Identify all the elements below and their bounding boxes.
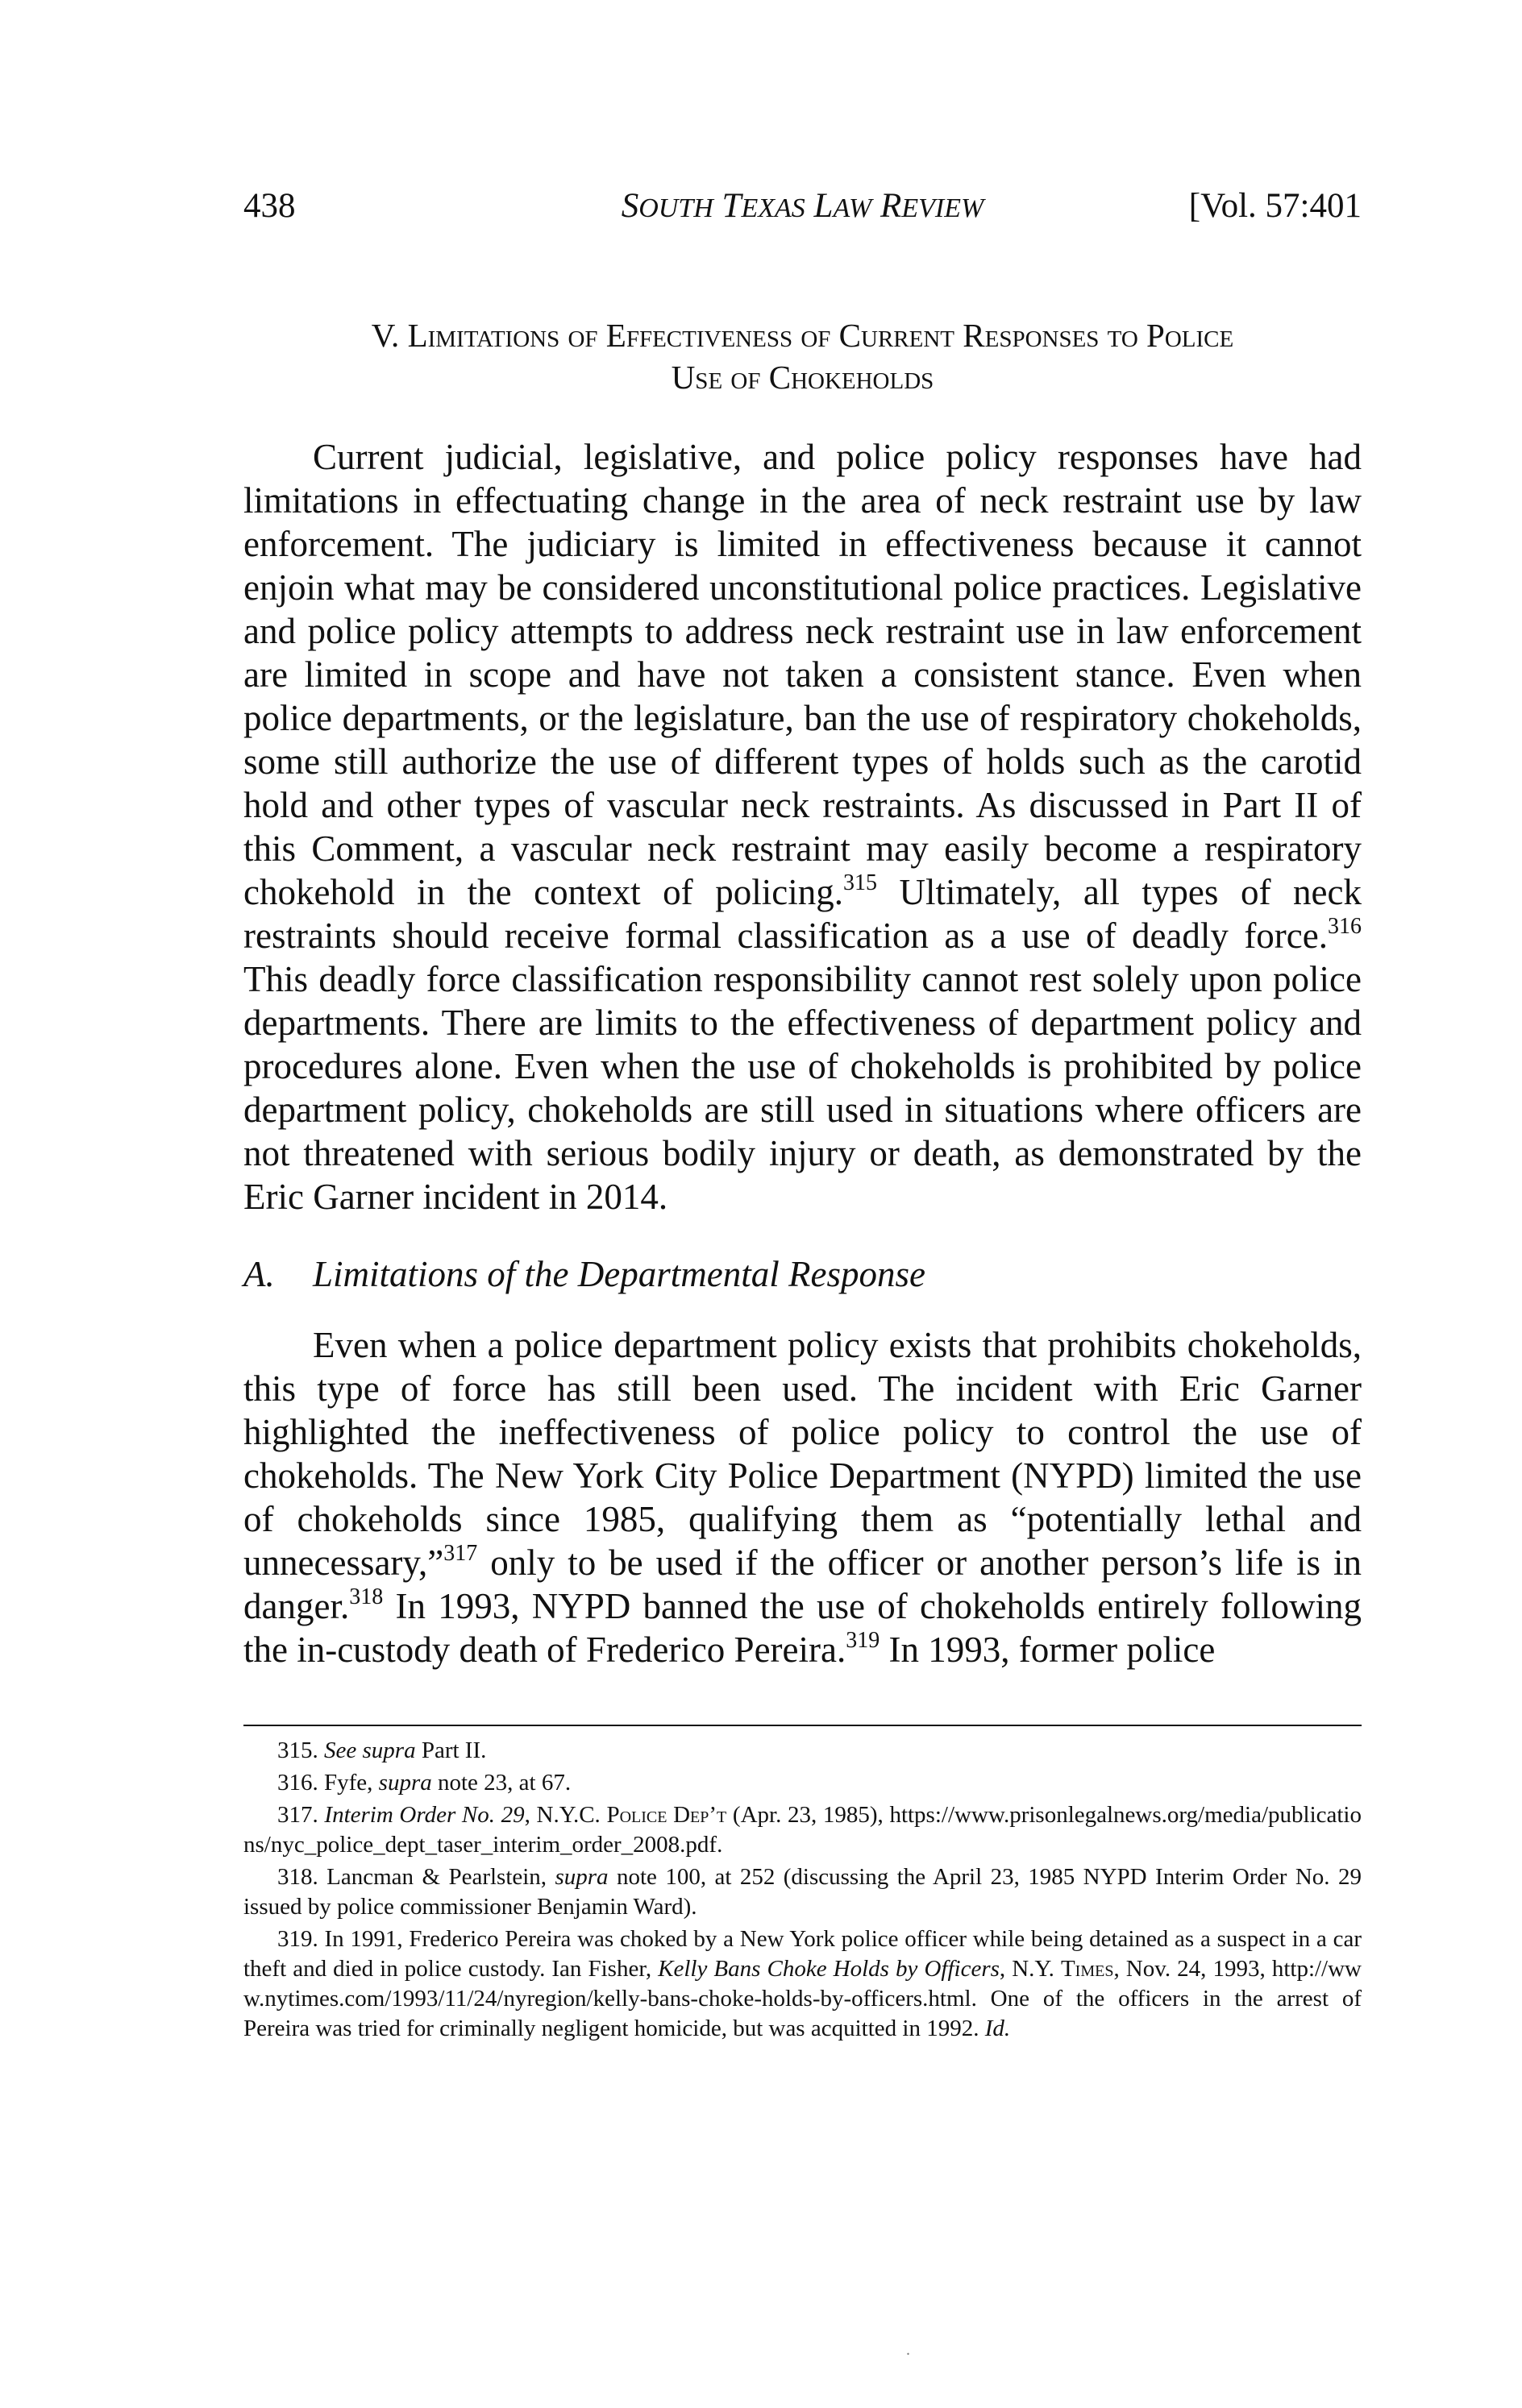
footnote-318: 318. Lancman & Pearlstein, supra note 100, at 252 (discussing the April 23, 1985 NYPD Interim Order No. 29 issued by police commissioner Benjamin Ward). bbox=[243, 1864, 1362, 1920]
scan-mark: . bbox=[906, 2341, 910, 2359]
footnote-ref-315[interactable]: 315 bbox=[842, 870, 877, 895]
section-title-line-2: Use of Chokeholds bbox=[671, 359, 934, 396]
section-title-line-1: Limitations of Effectiveness of Current Responses to Police bbox=[407, 317, 1234, 354]
footnotes bbox=[243, 1736, 1362, 2044]
footnote-316: 316. Fyfe, supra note 23, at 67. bbox=[277, 1770, 572, 1796]
subsection-title: Limitations of the Departmental Response bbox=[313, 1254, 925, 1294]
journal-title: SOUTH TEXAS LAW REVIEW bbox=[621, 187, 984, 225]
body-paragraph-1: Current judicial, legislative, and police policy responses have had limitations in effectuating change in the area of neck restraint use by law enforcement. The judiciary is limited in effectiveness because it cannot enjoin what may be considered unconstitutional police practices. Legislative and police policy attempts to address neck restraint use in law enforcement are limited in scope and have not taken a consistent stance. Even when police departments, or the legislature, ban the use of respiratory chokeholds, some still authorize the use of different types of holds such as the carotid hold and other types of vascular neck restraints. As discussed in Part II of this Comment, a vascular neck restraint may easily become a respiratory chokehold in the context of policing.$^{315}$ Ultimately, all types of neck restraints should receive formal classification as a use of deadly force.$^{316}$ This deadly force classification responsibility cannot rest solely upon police departments. There are limits to the effectiveness of department policy and procedures alone. Even when the use of chokeholds is prohibited by police department policy, chokeholds are still used in situations where officers are not threatened with serious bodily injury or death, as demonstrated by the Eric Garner incident in 2014. bbox=[243, 437, 1362, 1217]
footnote-315: 315. See supra Part II. bbox=[277, 1737, 487, 1763]
footnote-ref-319[interactable]: 319 bbox=[846, 1628, 880, 1653]
section-heading-line-1 bbox=[243, 314, 1362, 356]
subsection-label: A. bbox=[243, 1254, 275, 1294]
footnote-ref-318[interactable]: 318 bbox=[349, 1584, 384, 1609]
footnote-ref-317[interactable]: 317 bbox=[443, 1541, 478, 1566]
subsection-heading bbox=[243, 1252, 1362, 1296]
section-numeral: V. bbox=[371, 317, 400, 354]
running-head bbox=[243, 182, 1362, 230]
footnote-319-link[interactable]: http://www.nytimes.com/1993/11/24/nyregion/kelly-bans-choke-holds-by-officers.html bbox=[243, 1956, 1362, 2012]
body-paragraph-2: Even when a police department policy exists that prohibits chokeholds, this type of force has still been used. The incident with Eric Garner highlighted the ineffectiveness of police policy to control the use of chokeholds. The New York City Police Department (NYPD) limited the use of chokeholds since 1985, qualifying them as “potentially lethal and unnecessary,”$^{317}$ only to be used if the officer or another person’s life is in danger.$^{318}$ In 1993, NYPD banned the use of chokeholds entirely following the in-custody death of Frederico Pereira.$^{319}$ In 1993, former police bbox=[243, 1325, 1362, 1670]
footnote-divider bbox=[243, 1725, 1362, 1726]
document-page bbox=[243, 182, 1362, 2046]
footnote-ref-316[interactable]: 316 bbox=[1328, 914, 1362, 939]
volume-citation: [Vol. 57:401 bbox=[1188, 187, 1362, 225]
footnote-319: 319. In 1991, Frederico Pereira was choked by a New York police officer while being detained as a suspect in a car theft and died in police custody. Ian Fisher, Kelly Bans Choke Holds by Officers, N.Y. Times, Nov. 24, 1993, http://www.nytimes.com/1993/11/24/nyregion/kelly-bans-choke-holds-by-officers.html. One of the officers in the arrest of Pereira was tried for criminally negligent homicide, but was acquitted in 1992. Id. bbox=[243, 1926, 1362, 2041]
section-heading bbox=[243, 314, 1362, 398]
page-number: 438 bbox=[243, 187, 296, 225]
footnote-317: 317. Interim Order No. 29, N.Y.C. Police Dep’t (Apr. 23, 1985), https://www.prisonlegalnews.org/media/publications/nyc_police_dept_taser_interim_order_2008.pdf. bbox=[243, 1802, 1362, 1858]
footnote-317-link[interactable]: https://www.prisonlegalnews.org/media/publications/nyc_police_dept_taser_interim_order_2008.pdf. bbox=[243, 1802, 1362, 1858]
